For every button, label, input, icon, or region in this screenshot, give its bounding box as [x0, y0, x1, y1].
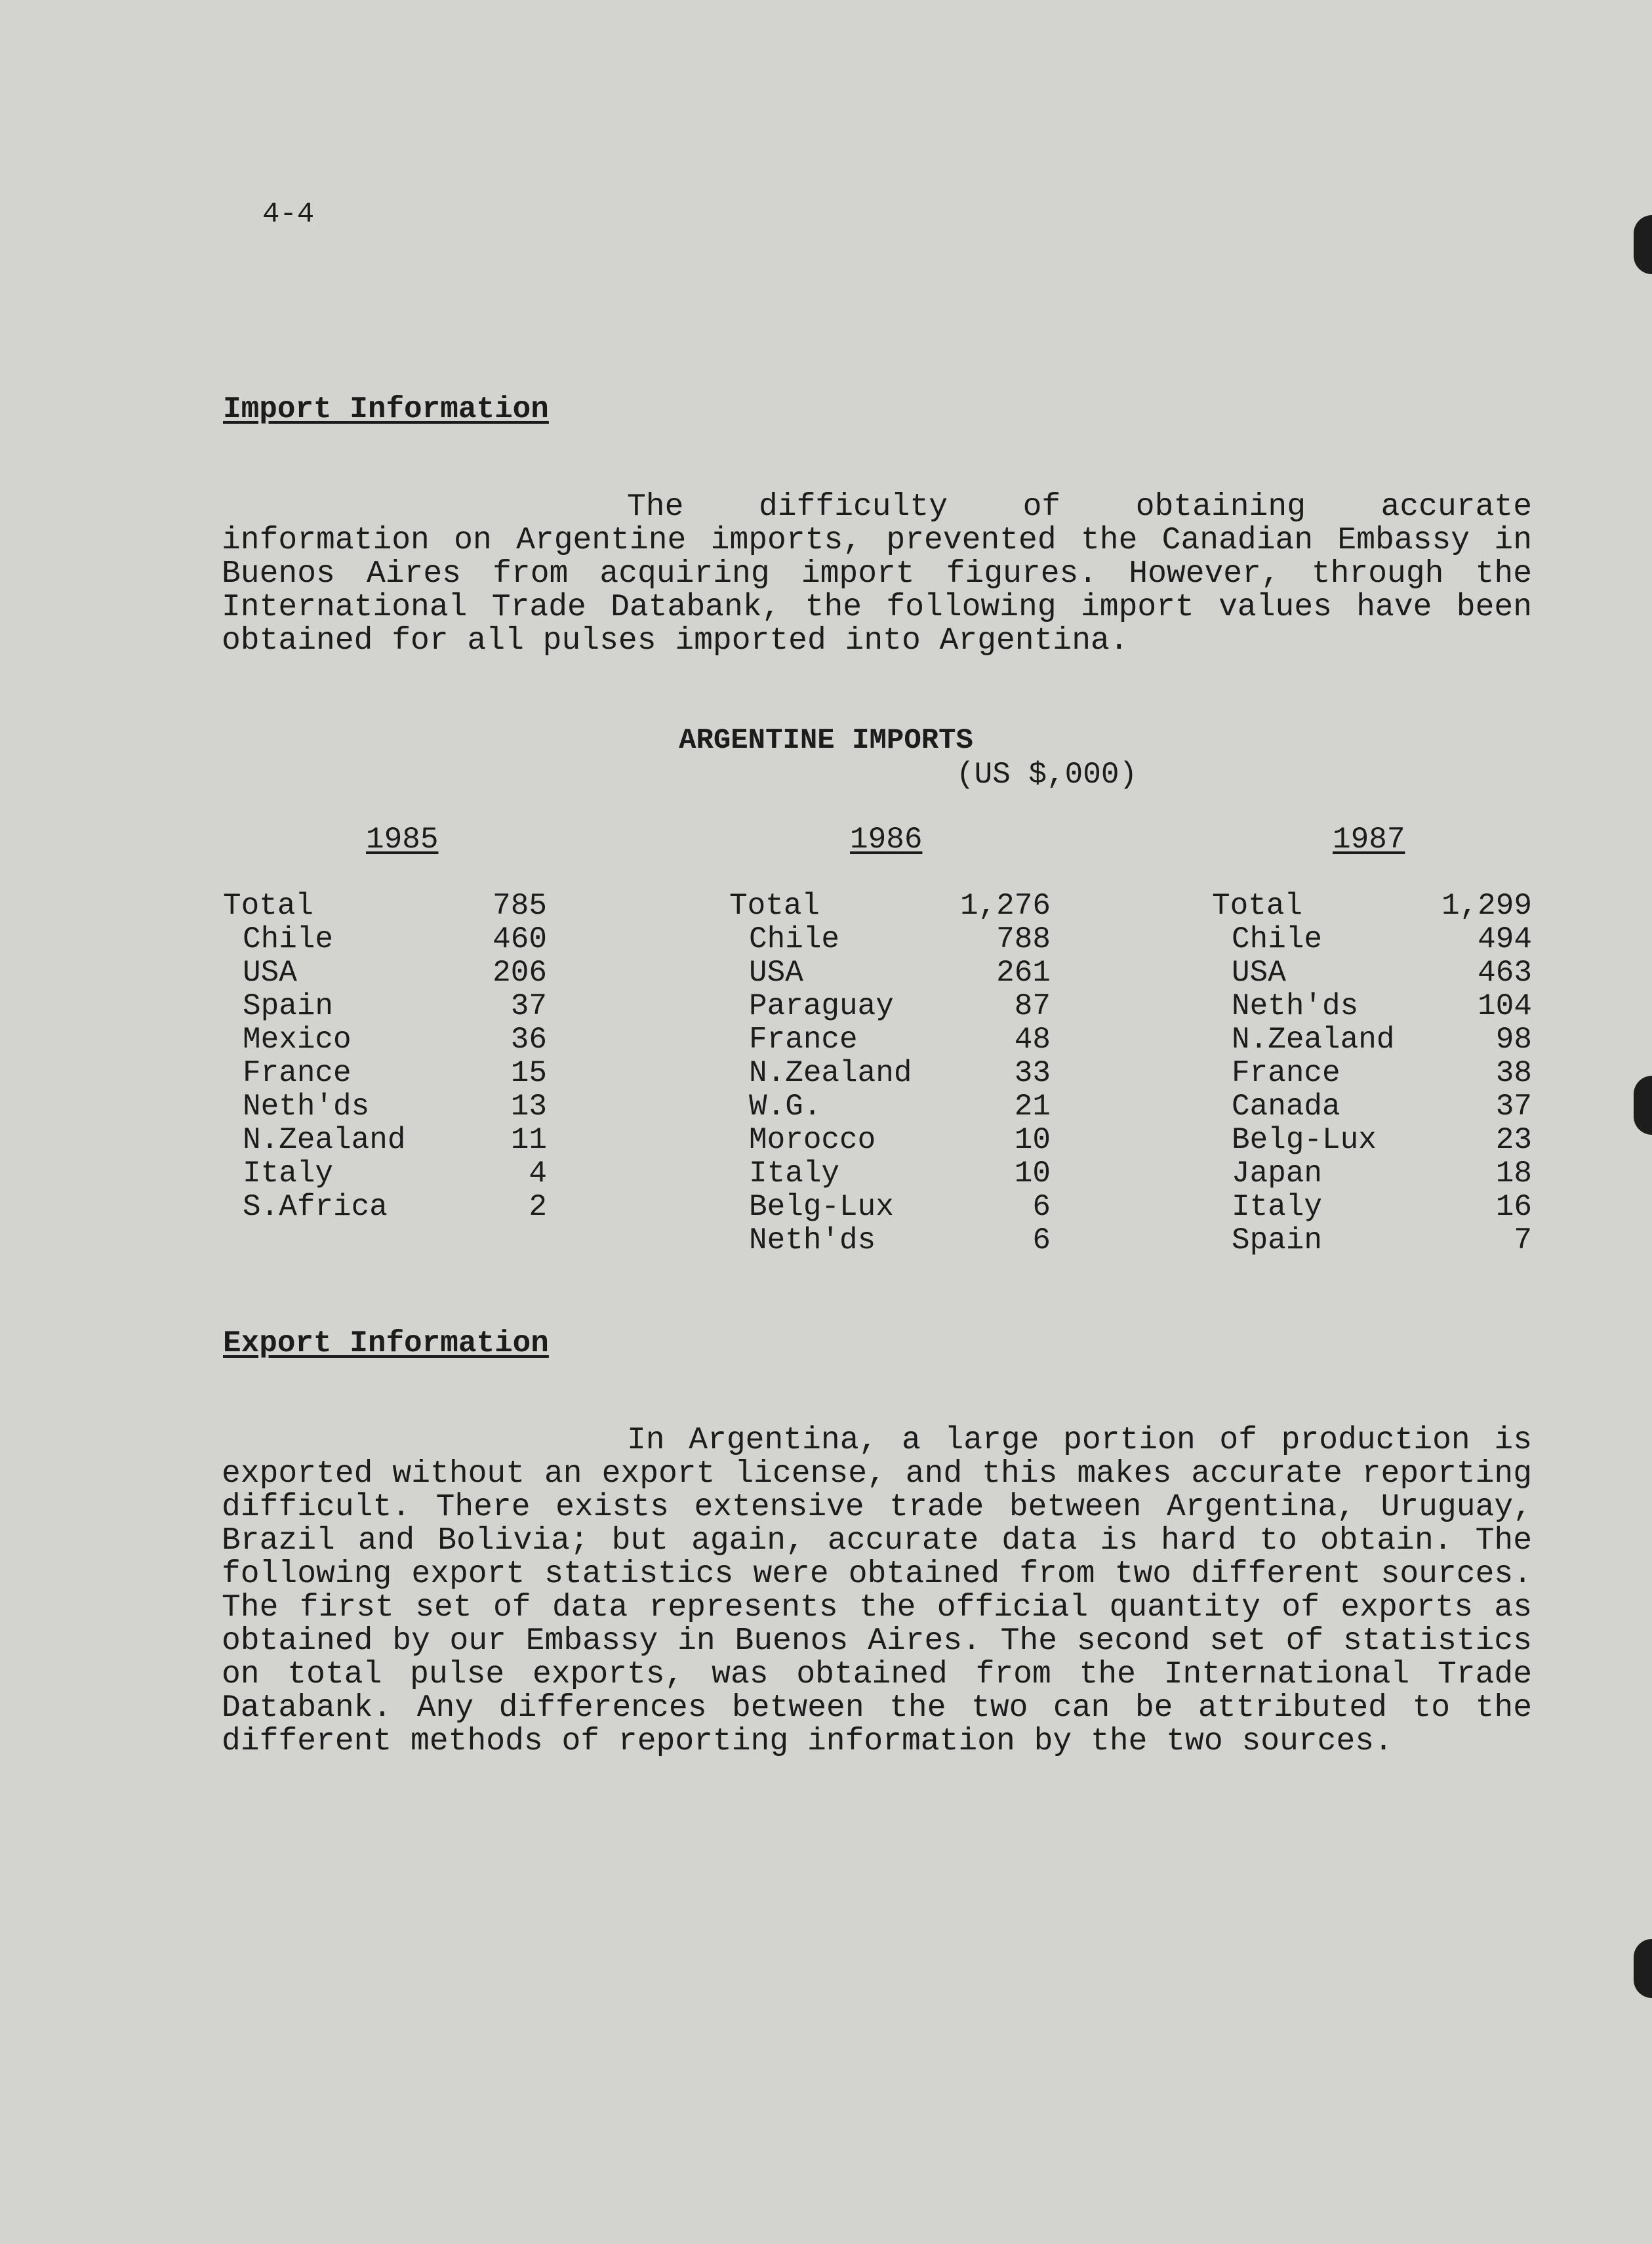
- import-value: 4: [529, 1156, 547, 1191]
- import-value: 37: [1495, 1090, 1532, 1124]
- country-name: France: [749, 1023, 858, 1057]
- country-name: USA: [243, 956, 297, 990]
- import-value: 87: [1014, 989, 1051, 1023]
- country-name: Italy: [1232, 1190, 1323, 1224]
- import-value: 6: [1032, 1190, 1051, 1224]
- year-heading: 1985: [366, 823, 439, 857]
- country-name: France: [243, 1056, 352, 1090]
- country-name: Chile: [243, 922, 334, 956]
- import-value: 48: [1014, 1023, 1051, 1057]
- import-value: 788: [996, 922, 1051, 956]
- import-value: 10: [1014, 1156, 1051, 1191]
- binder-hole: [1634, 1076, 1652, 1135]
- import-row: [729, 990, 1051, 1023]
- import-value: 7: [1514, 1223, 1532, 1257]
- import-row: [1212, 1191, 1532, 1224]
- import-value: 785: [493, 889, 547, 923]
- import-row: [1212, 1057, 1532, 1090]
- country-name: Chile: [749, 922, 840, 956]
- import-value: 33: [1014, 1056, 1051, 1090]
- import-value: 1,276: [959, 889, 1051, 923]
- country-name: S.Africa: [243, 1190, 388, 1224]
- import-value: 6: [1032, 1223, 1051, 1257]
- export-information-paragraph: In Argentina, a large portion of production is exported without an export license, and this makes accurate reporting difficult. There exists extensive trade between Argentina, Uruguay, Brazil and Bolivia; but again, accurate data is hard to obtain. The following export statistics were obtained from two different sources. The first set of data represents the official quantity of exports as obtained by our Embassy in Buenos Aires. The second set of statistics on total pulse exports, was obtained from the International Trade Databank. Any differences between the two can be attributed to the different methods of reporting information by the two sources.: [222, 1423, 1532, 1759]
- import-row: [1212, 1090, 1532, 1124]
- import-information-heading: Import Information: [223, 392, 549, 426]
- imports-rows: [223, 889, 547, 1224]
- import-row: [1212, 1224, 1532, 1257]
- import-row: [223, 956, 547, 990]
- import-row: [1212, 1023, 1532, 1057]
- country-name: Neth'ds: [1232, 989, 1359, 1023]
- country-name: N.Zealand: [749, 1056, 912, 1090]
- country-name: N.Zealand: [243, 1123, 406, 1157]
- import-value: 16: [1495, 1190, 1532, 1224]
- import-row: [223, 889, 547, 923]
- import-row: [729, 1057, 1051, 1090]
- country-name: Japan: [1232, 1156, 1323, 1191]
- country-name: Chile: [1232, 922, 1323, 956]
- import-row: [223, 1090, 547, 1124]
- imports-rows: [729, 889, 1051, 1257]
- page-number: 4-4: [262, 198, 315, 231]
- import-row: [729, 1191, 1051, 1224]
- import-row: [1212, 1157, 1532, 1191]
- country-name: Neth'ds: [243, 1090, 370, 1124]
- import-row: [223, 1057, 547, 1090]
- country-name: Italy: [243, 1156, 334, 1191]
- import-value: 104: [1478, 989, 1532, 1023]
- country-name: Italy: [749, 1156, 840, 1191]
- country-name: France: [1232, 1056, 1340, 1090]
- import-value: 460: [493, 922, 547, 956]
- import-row: [223, 1023, 547, 1057]
- import-value: 15: [510, 1056, 547, 1090]
- country-name: Canada: [1232, 1090, 1340, 1124]
- country-name: USA: [749, 956, 803, 990]
- import-value: 261: [996, 956, 1051, 990]
- import-value: 38: [1495, 1056, 1532, 1090]
- import-row: [223, 1157, 547, 1191]
- import-row: [1212, 956, 1532, 990]
- import-row: [729, 1224, 1051, 1257]
- import-row: [729, 1157, 1051, 1191]
- import-information-paragraph: The difficulty of obtaining accurate information on Argentine imports, prevented the Canadian Embassy in Buenos Aires from acquiring import figures. However, through the International Trade Databank, the following import values have been obtained for all pulses imported into Argentina.: [222, 489, 1532, 659]
- imports-rows: [1212, 889, 1532, 1257]
- country-name: Belg-Lux: [1232, 1123, 1377, 1157]
- binder-hole: [1634, 1939, 1652, 1998]
- country-name: Neth'ds: [749, 1223, 876, 1257]
- binder-hole: [1634, 215, 1652, 274]
- import-row: [1212, 1124, 1532, 1157]
- country-name: Total: [223, 889, 314, 923]
- country-name: Spain: [1232, 1223, 1323, 1257]
- import-row: [1212, 923, 1532, 956]
- import-value: 37: [510, 989, 547, 1023]
- import-row: [223, 990, 547, 1023]
- country-name: W.G.: [749, 1090, 822, 1124]
- year-heading: 1987: [1333, 823, 1405, 857]
- import-row: [223, 923, 547, 956]
- import-value: 11: [510, 1123, 547, 1157]
- import-row: [729, 1090, 1051, 1124]
- import-row: [223, 1124, 547, 1157]
- import-value: 494: [1478, 922, 1532, 956]
- country-name: Spain: [243, 989, 334, 1023]
- import-value: 206: [493, 956, 547, 990]
- export-information-heading: Export Information: [223, 1326, 549, 1360]
- country-name: USA: [1232, 956, 1286, 990]
- import-value: 2: [529, 1190, 547, 1224]
- country-name: N.Zealand: [1232, 1023, 1395, 1057]
- import-row: [729, 1124, 1051, 1157]
- import-row: [1212, 990, 1532, 1023]
- import-value: 13: [510, 1090, 547, 1124]
- import-row: [729, 1023, 1051, 1057]
- import-value: 21: [1014, 1090, 1051, 1124]
- import-value: 10: [1014, 1123, 1051, 1157]
- country-name: Belg-Lux: [749, 1190, 894, 1224]
- import-value: 36: [510, 1023, 547, 1057]
- import-value: 1,299: [1441, 889, 1532, 923]
- import-value: 463: [1478, 956, 1532, 990]
- year-heading: 1986: [850, 823, 923, 857]
- country-name: Mexico: [243, 1023, 352, 1057]
- import-row: [223, 1191, 547, 1224]
- import-row: [729, 956, 1051, 990]
- import-value: 98: [1495, 1023, 1532, 1057]
- import-value: 23: [1495, 1123, 1532, 1157]
- imports-table-subtitle: (US $,000): [956, 758, 1138, 792]
- country-name: Total: [729, 889, 820, 923]
- country-name: Total: [1212, 889, 1303, 923]
- country-name: Morocco: [749, 1123, 876, 1157]
- country-name: Paraguay: [749, 989, 894, 1023]
- import-row: [729, 889, 1051, 923]
- import-value: 18: [1495, 1156, 1532, 1191]
- imports-table-title: ARGENTINE IMPORTS: [679, 724, 973, 757]
- import-row: [1212, 889, 1532, 923]
- import-row: [729, 923, 1051, 956]
